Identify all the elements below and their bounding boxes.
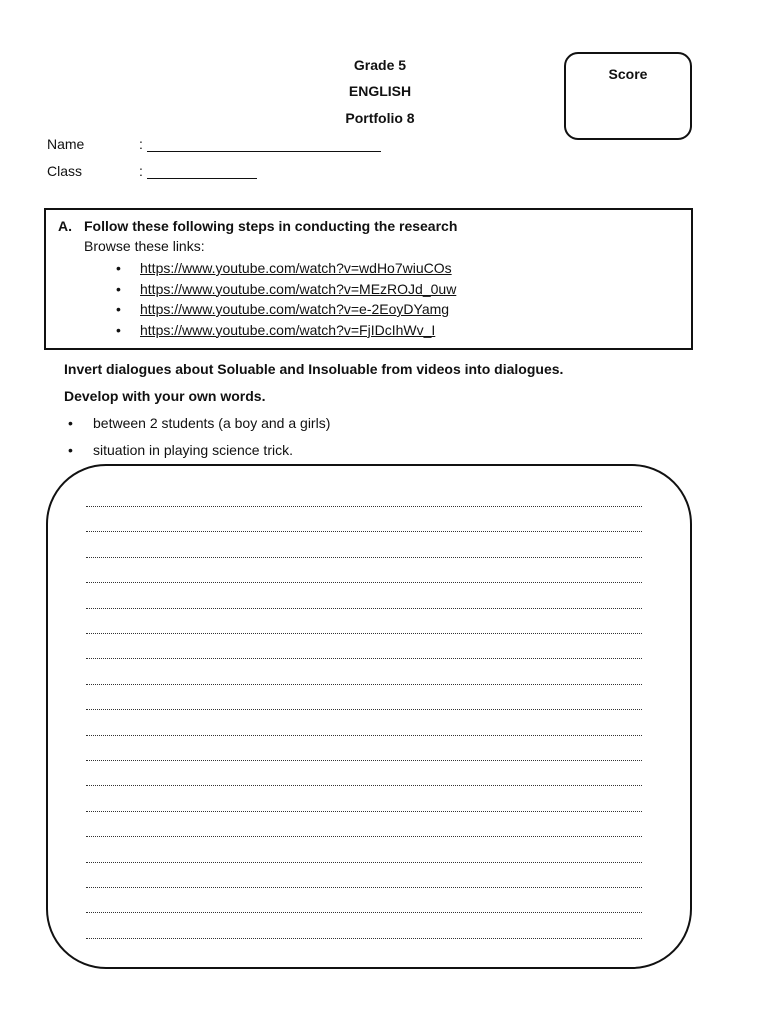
instruction-invert-dialogues: Invert dialogues about Soluable and Insoluable from videos into dialogues. <box>64 361 564 377</box>
writing-line[interactable] <box>86 760 642 761</box>
writing-line[interactable] <box>86 506 642 507</box>
writing-line[interactable] <box>86 862 642 863</box>
list-item <box>68 442 293 458</box>
score-box[interactable] <box>564 52 692 140</box>
instruction-develop-own-words: Develop with your own words. <box>64 388 266 404</box>
video-link-4[interactable]: https://www.youtube.com/watch?v=FjIDcIhWv_I <box>140 321 436 338</box>
grade-title: Grade 5 <box>353 57 407 73</box>
bullet-icon: • <box>68 415 73 431</box>
class-label: Class <box>47 163 83 179</box>
writing-area[interactable] <box>46 464 692 969</box>
class-blank[interactable] <box>147 178 257 179</box>
writing-line[interactable] <box>86 938 642 939</box>
writing-line[interactable] <box>86 608 642 609</box>
writing-line[interactable] <box>86 633 642 634</box>
writing-line[interactable] <box>86 912 642 913</box>
name-label: Name <box>47 136 85 152</box>
writing-line[interactable] <box>86 785 642 786</box>
writing-line[interactable] <box>86 658 642 659</box>
list-item <box>116 321 456 342</box>
section-a-heading-text: Follow these following steps in conducting the research <box>84 218 458 234</box>
name-colon: : <box>139 136 143 152</box>
writing-line[interactable] <box>86 582 642 583</box>
section-a-heading <box>58 218 457 234</box>
writing-line[interactable] <box>86 836 642 837</box>
bullet-icon: • <box>116 280 121 297</box>
list-item <box>68 415 330 431</box>
list-item <box>116 280 456 301</box>
score-label: Score <box>608 66 648 82</box>
video-link-1[interactable]: https://www.youtube.com/watch?v=wdHo7wiuCOs <box>140 260 452 276</box>
bullet-students: between 2 students (a boy and a girls) <box>93 415 331 431</box>
section-a-letter: A. <box>58 218 72 234</box>
writing-line[interactable] <box>86 557 642 558</box>
bullet-icon: • <box>68 442 73 458</box>
writing-line[interactable] <box>86 811 642 812</box>
writing-line[interactable] <box>86 709 642 710</box>
browse-links-text: Browse these links: <box>84 238 205 254</box>
list-item <box>116 259 456 280</box>
class-colon: : <box>139 163 143 179</box>
research-steps-box <box>44 208 693 350</box>
bullet-situation: situation in playing science trick. <box>93 442 293 458</box>
writing-line[interactable] <box>86 531 642 532</box>
writing-line[interactable] <box>86 887 642 888</box>
video-links-list <box>116 259 456 341</box>
video-link-3[interactable]: https://www.youtube.com/watch?v=e-2EoyDYamg <box>140 301 450 317</box>
bullet-icon: • <box>116 260 121 276</box>
bullet-icon: • <box>116 321 121 338</box>
video-link-2[interactable]: https://www.youtube.com/watch?v=MEzROJd_0uw <box>140 280 457 297</box>
writing-line[interactable] <box>86 684 642 685</box>
writing-line[interactable] <box>86 735 642 736</box>
list-item <box>116 300 456 321</box>
bullet-icon: • <box>116 301 121 317</box>
portfolio-title: Portfolio 8 <box>345 110 415 126</box>
subject-title: ENGLISH <box>348 83 412 99</box>
name-blank[interactable] <box>147 151 381 152</box>
